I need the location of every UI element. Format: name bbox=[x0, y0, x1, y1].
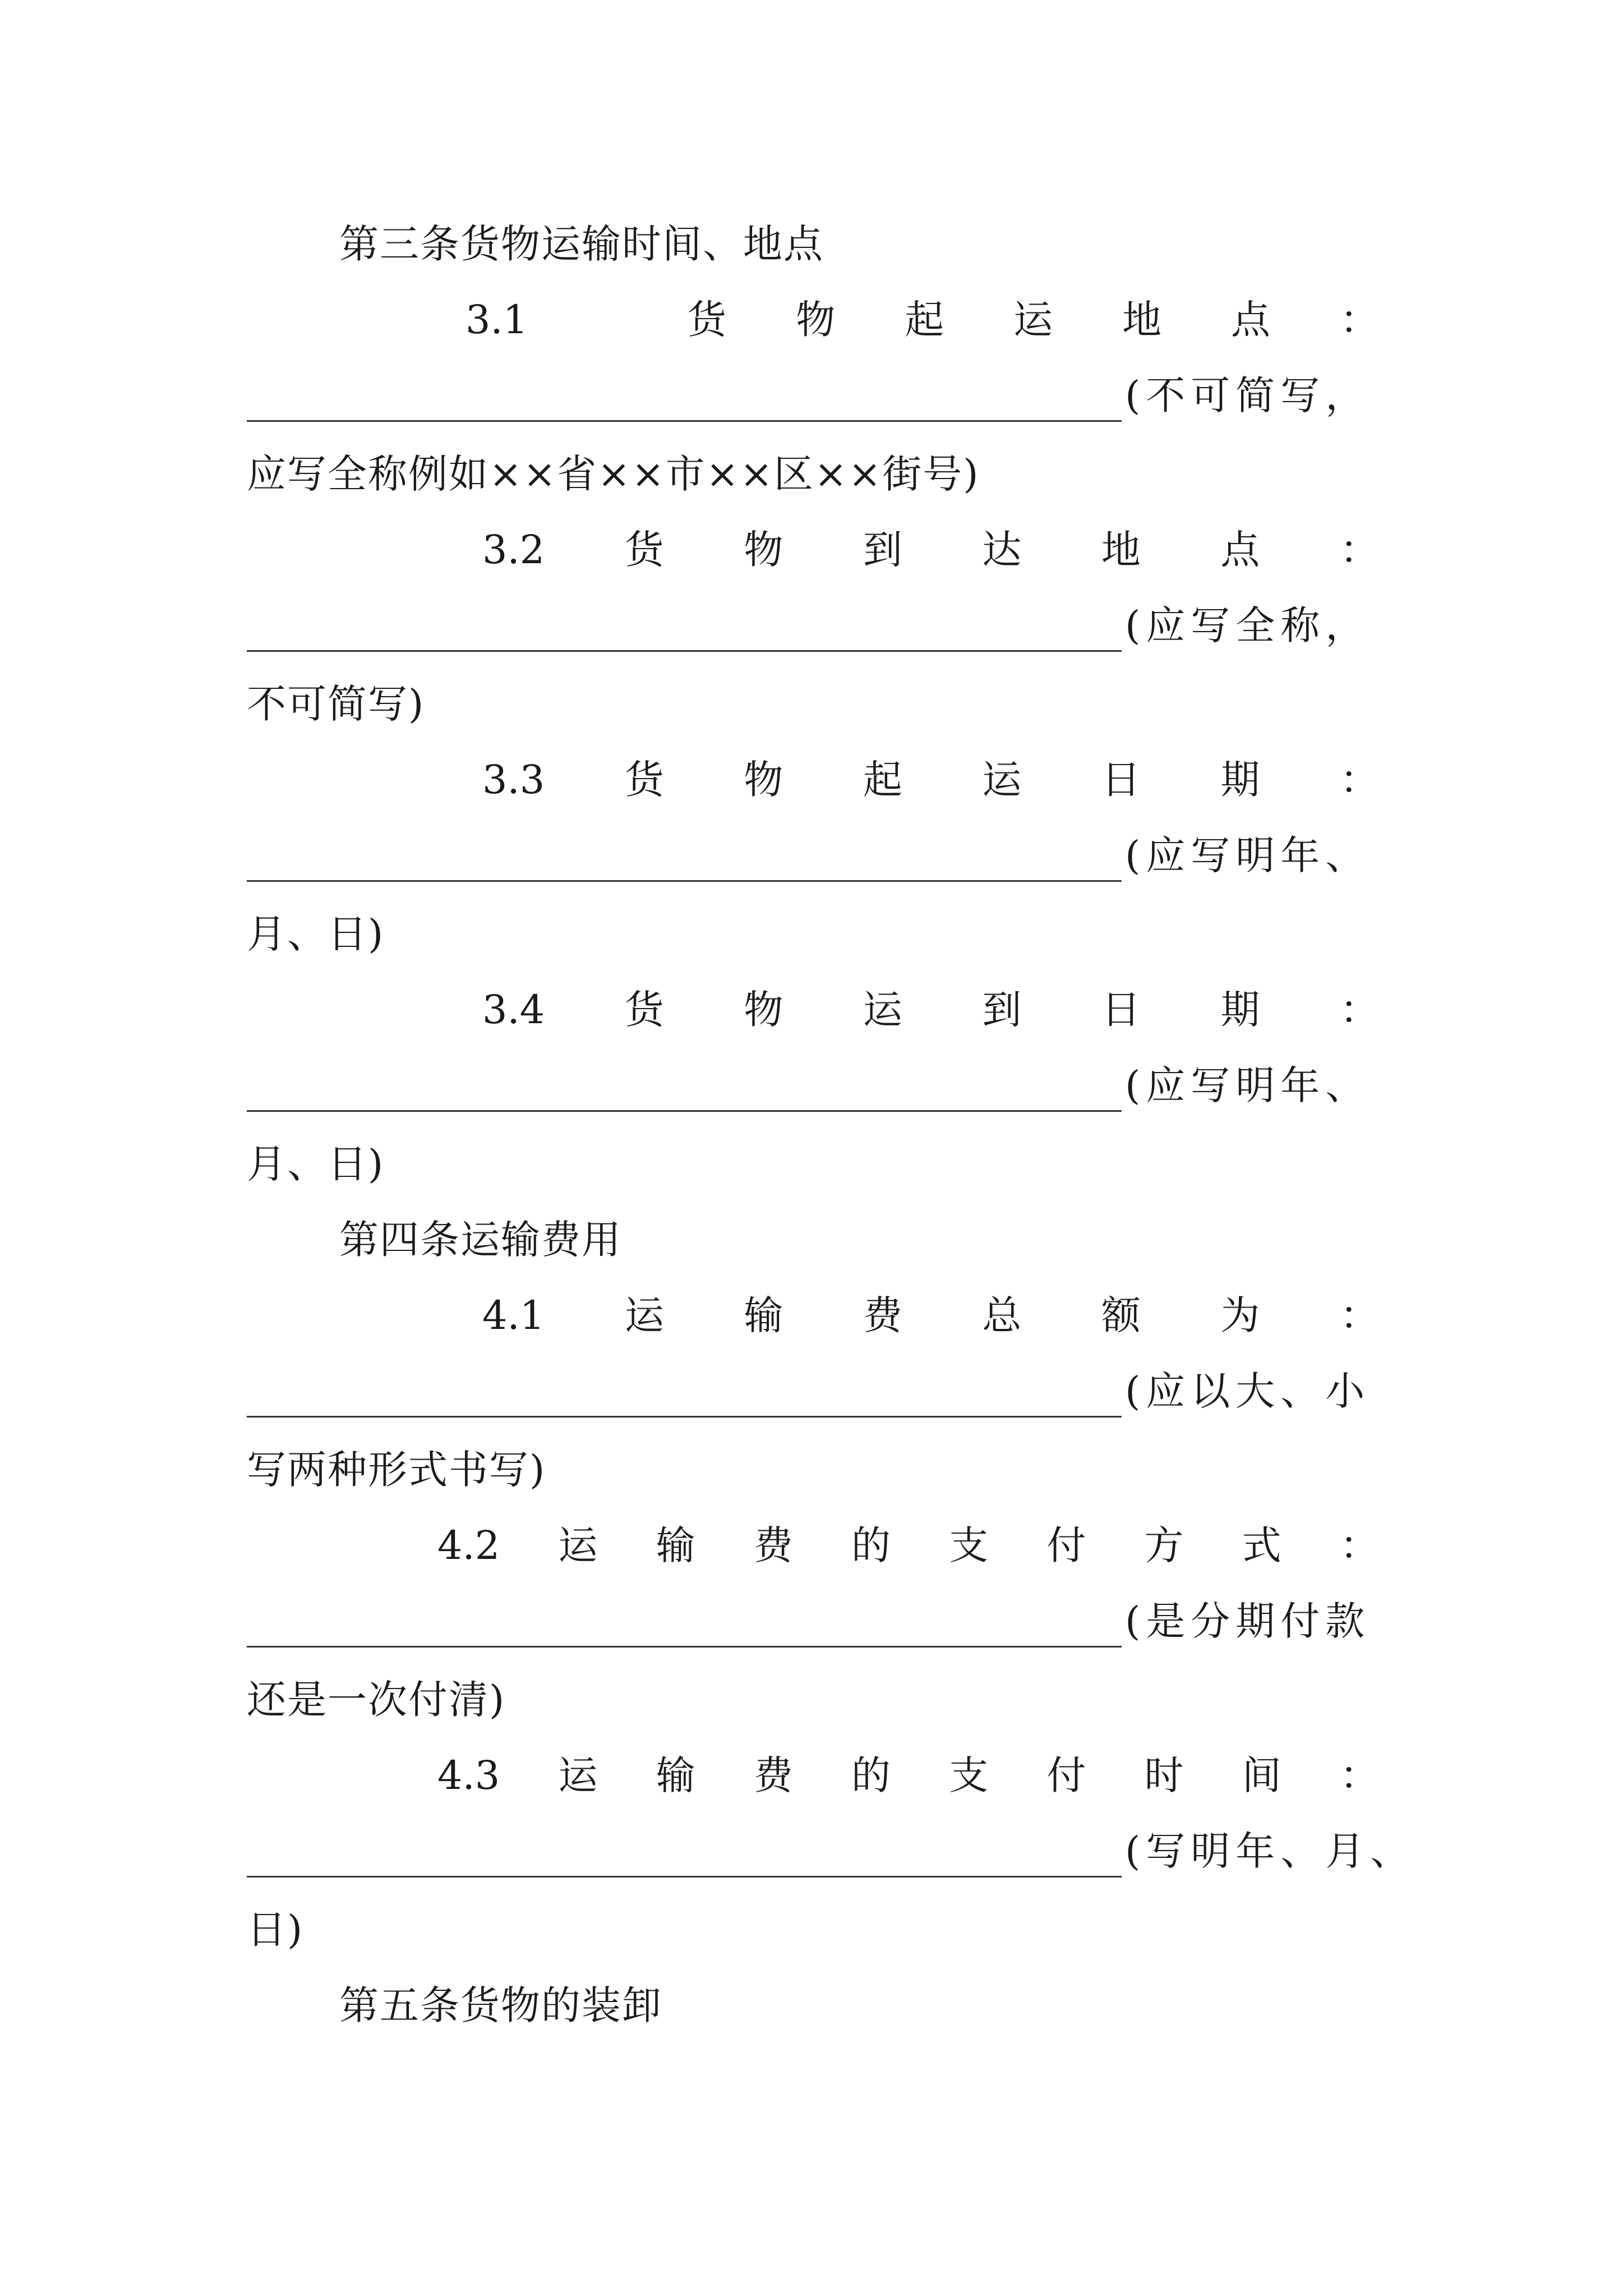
item-4-2-fill-row bbox=[0, 1582, 1623, 1660]
item-3-4-fill-row bbox=[0, 1046, 1623, 1125]
fill-in-blank[interactable] bbox=[247, 1825, 1122, 1878]
fill-in-blank[interactable] bbox=[247, 370, 1122, 422]
fill-in-blank[interactable] bbox=[247, 600, 1122, 652]
item-3-3-note-cont: 月、日) bbox=[247, 911, 385, 957]
item-3-2-note-cont: 不可简写) bbox=[247, 681, 425, 727]
fill-note: (不可简写， bbox=[1125, 372, 1371, 418]
fill-note: (应写明年、 bbox=[1125, 1062, 1371, 1108]
fill-note: (应写全称， bbox=[1125, 602, 1371, 648]
item-3-3-label: 3.3 货 物 起 运 日 期 ： bbox=[482, 757, 1379, 803]
item-3-1-note-cont: 应写全称例如××省××市××区××街号) bbox=[247, 451, 980, 497]
item-3-4-note-cont: 月、日) bbox=[247, 1141, 385, 1187]
article-5-heading: 第五条货物的装卸 bbox=[339, 1982, 662, 2028]
item-number: 3.1 bbox=[465, 297, 528, 343]
fill-note: (应写明年、 bbox=[1125, 832, 1371, 878]
item-4-2-note-cont: 还是一次付清) bbox=[247, 1677, 506, 1723]
fill-in-blank[interactable] bbox=[247, 1595, 1122, 1648]
fill-note: (写明年、月、 bbox=[1125, 1828, 1415, 1874]
item-3-3-fill-row bbox=[0, 816, 1623, 895]
item-4-1-fill-row bbox=[0, 1352, 1623, 1430]
fill-in-blank[interactable] bbox=[247, 830, 1122, 882]
article-4-heading: 第四条运输费用 bbox=[339, 1217, 622, 1263]
fill-in-blank[interactable] bbox=[247, 1060, 1122, 1112]
item-4-3-note-cont: 日) bbox=[247, 1907, 304, 1953]
article-3-heading: 第三条货物运输时间、地点 bbox=[339, 221, 824, 267]
item-4-2-label: 4.2 运 输 费 的 支 付 方 式 ： bbox=[437, 1522, 1379, 1568]
fill-in-blank[interactable] bbox=[247, 1365, 1122, 1418]
item-3-1-fill-row bbox=[0, 356, 1623, 435]
fill-note: (应以大、小 bbox=[1125, 1368, 1371, 1414]
item-4-3-fill-row bbox=[0, 1812, 1623, 1890]
item-3-2-label: 3.2 货 物 到 达 地 点 ： bbox=[482, 527, 1379, 573]
item-3-2-fill-row bbox=[0, 586, 1623, 665]
item-3-1-label: 3.1 货 物 起 运 地 点 ： bbox=[0, 280, 1623, 359]
item-4-3-label: 4.3 运 输 费 的 支 付 时 间 ： bbox=[437, 1752, 1379, 1798]
item-4-1-note-cont: 写两种形式书写) bbox=[247, 1447, 546, 1493]
item-4-1-label: 4.1 运 输 费 总 额 为 ： bbox=[482, 1292, 1379, 1338]
fill-note: (是分期付款 bbox=[1125, 1598, 1371, 1644]
item-3-4-label: 3.4 货 物 运 到 日 期 ： bbox=[482, 987, 1379, 1033]
